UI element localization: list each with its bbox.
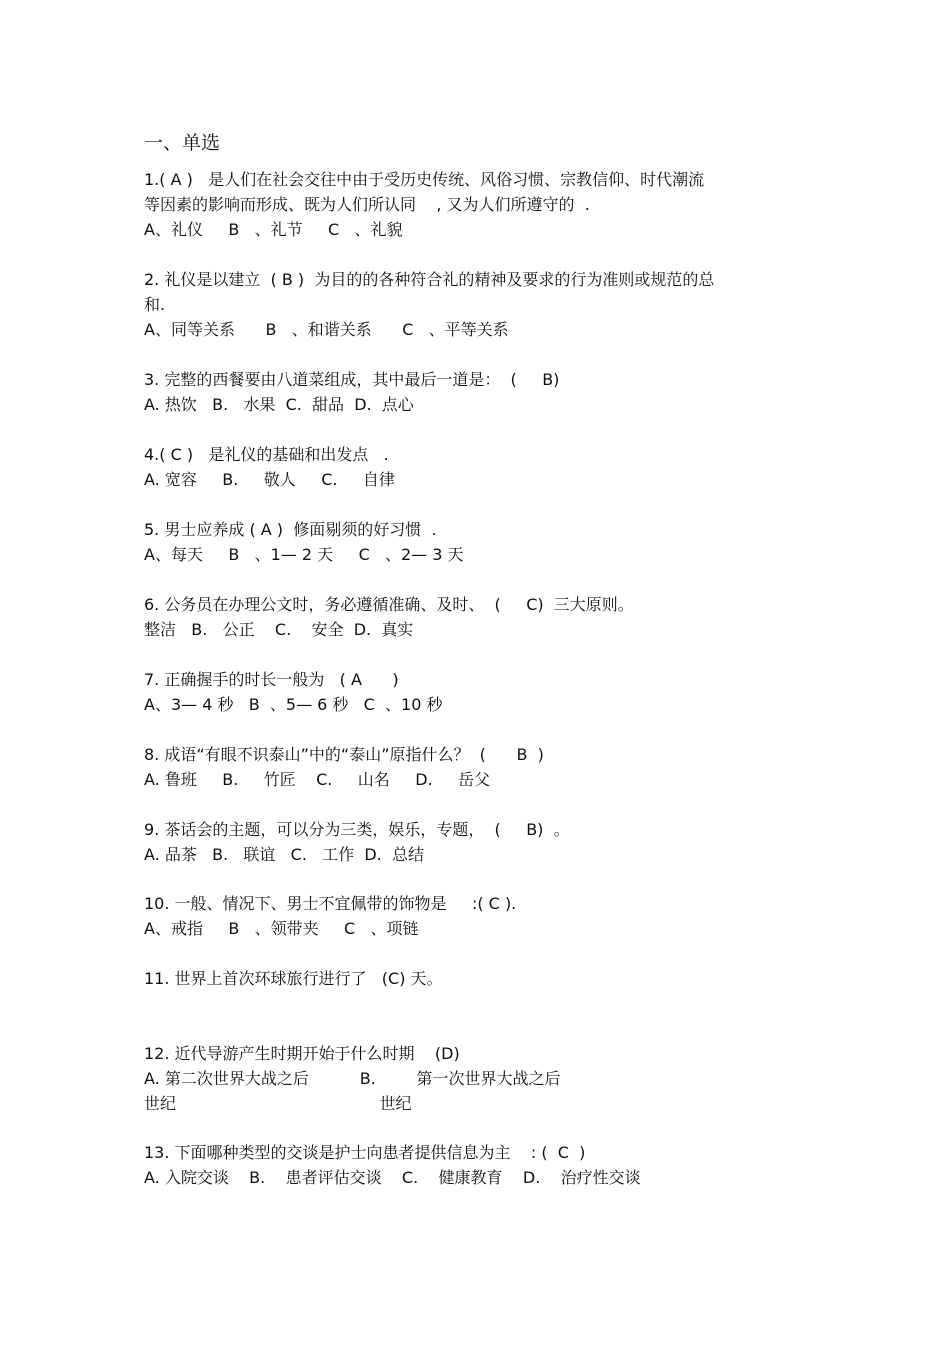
section-title: 一、单选 — [144, 132, 221, 154]
question-5-line-1: 5. 男士应养成 ( A ) 修面剔须的好习惯 . — [144, 520, 437, 539]
question-2-options: A、同等关系 B 、和谐关系 C 、平等关系 — [144, 320, 509, 339]
question-13-options: A. 入院交谈 B. 患者评估交谈 C. 健康教育 D. 治疗性交谈 — [144, 1168, 641, 1187]
question-3-options: A. 热饮 B. 水果 C. 甜品 D. 点心 — [144, 395, 414, 414]
question-10-options: A、戒指 B 、领带夹 C 、项链 — [144, 919, 419, 938]
question-1-line-1: 1.( A ) 是人们在社会交往中由于受历史传统、风俗习惯、宗教信仰、时代潮流 — [144, 170, 705, 189]
question-7-line-1: 7. 正确握手的时长一般为 ( A ) — [144, 670, 399, 689]
question-8-line-1: 8. 成语“有眼不识泰山”中的“泰山”原指什么？ ( B ) — [144, 745, 544, 764]
question-13-line-1: 13. 下面哪种类型的交谈是护士向患者提供信息为主 : ( C ) — [144, 1143, 586, 1162]
question-8-options: A. 鲁班 B. 竹匠 C. 山名 D. 岳父 — [144, 770, 491, 789]
question-3-line-1: 3. 完整的西餐要由八道菜组成，其中最后一道是： ( B) — [144, 370, 560, 389]
question-2-line-1: 2. 礼仪是以建立 ( B ) 为目的的各种符合礼的精神及要求的行为准则或规范的总 — [144, 270, 715, 289]
question-1-options: A、礼仪 B 、礼节 C 、礼貌 — [144, 220, 403, 239]
question-4-options: A. 宽容 B. 敬人 C. 自律 — [144, 470, 395, 489]
question-2-line-2: 和. — [144, 295, 166, 314]
question-9-line-1: 9. 茶话会的主题，可以分为三类，娱乐，专题， ( B) 。 — [144, 820, 570, 839]
question-10-line-1: 10. 一般、情况下、男士不宜佩带的饰物是 :( C ). — [144, 894, 517, 913]
question-12-line-1: 12. 近代导游产生时期开始于什么时期 (D) — [144, 1044, 460, 1063]
question-6-options: 整洁 B. 公正 C. 安全 D. 真实 — [144, 620, 414, 639]
question-7-options: A、3— 4 秒 B 、5— 6 秒 C 、10 秒 — [144, 695, 443, 714]
question-9-options: A. 品茶 B. 联谊 C. 工作 D. 总结 — [144, 845, 424, 864]
question-12-line-3: 世纪 世纪 — [144, 1094, 412, 1113]
question-1-line-2: 等因素的影响而形成、既为人们所认同 , 又为人们所遵守的 . — [144, 195, 590, 214]
question-6-line-1: 6. 公务员在办理公文时，务必遵循准确、及时、 ( C) 三大原则。 — [144, 595, 634, 614]
question-12-options: A. 第二次世界大战之后 B. 第一次世界大战之后 — [144, 1069, 561, 1088]
question-5-options: A、每天 B 、1— 2 天 C 、2— 3 天 — [144, 545, 464, 564]
question-11-line-1: 11. 世界上首次环球旅行进行了 (C) 天。 — [144, 969, 443, 988]
question-4-line-1: 4.( C ) 是礼仪的基础和出发点 . — [144, 445, 389, 464]
